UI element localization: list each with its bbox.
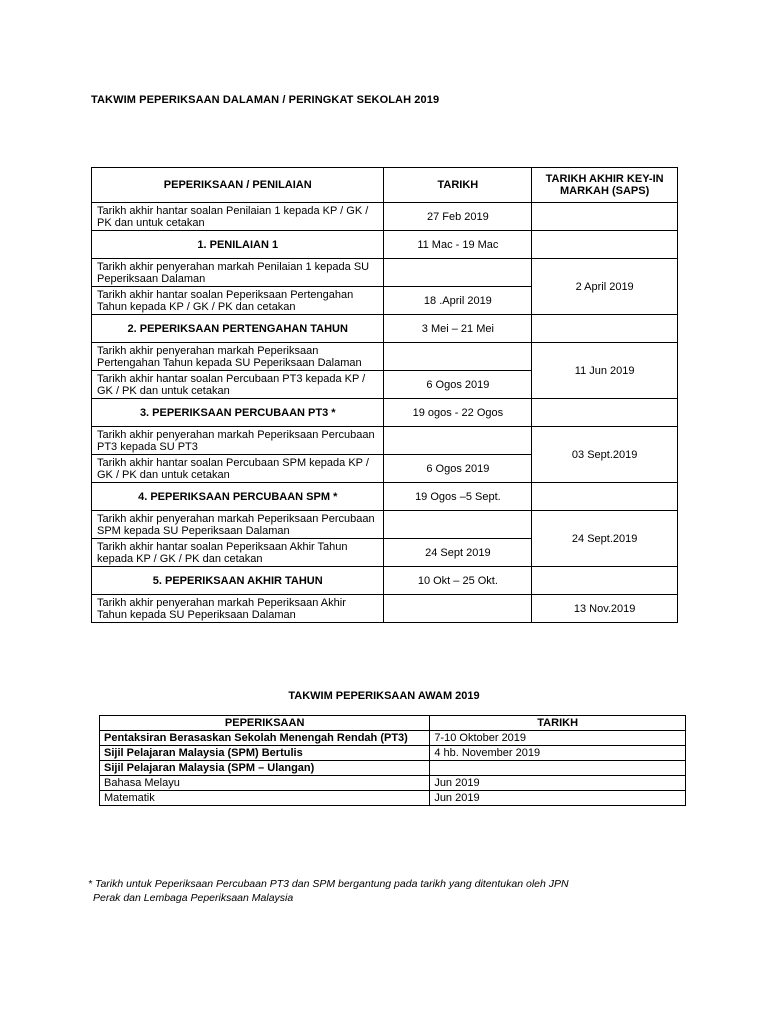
row-saps: [532, 231, 678, 259]
table-header-row: [100, 716, 686, 731]
row-description: Tarikh akhir penyerahan markah Peperiksaan Percubaan SPM kepada SU Peperiksaan Dalaman: [92, 511, 384, 539]
row-date: [384, 511, 532, 539]
footnote-line-2: Perak dan Lembaga Peperiksaan Malaysia: [93, 892, 294, 904]
public-exam-table: [99, 715, 686, 806]
table-row: [92, 511, 678, 539]
footnote-line-1: * Tarikh untuk Peperiksaan Percubaan PT3 dan SPM bergantung pada tarikh yang ditentukan oleh JPN: [88, 878, 569, 890]
table-row: [92, 231, 678, 259]
table-row: [100, 731, 686, 746]
table-row: [100, 791, 686, 806]
row-saps: [532, 483, 678, 511]
row-description: Tarikh akhir penyerahan markah Penilaian 1 kepada SU Peperiksaan Dalaman: [92, 259, 384, 287]
row-date: 11 Mac - 19 Mac: [384, 231, 532, 259]
table-row: [100, 761, 686, 776]
row-description: Tarikh akhir hantar soalan Percubaan PT3 kepada KP / GK / PK dan untuk cetakan: [92, 371, 384, 399]
row-date: 19 ogos - 22 Ogos: [384, 399, 532, 427]
row-date: Jun 2019: [430, 776, 686, 791]
row-saps: 24 Sept.2019: [532, 511, 678, 567]
header-date: TARIKH: [430, 716, 686, 731]
row-saps: 2 April 2019: [532, 259, 678, 315]
row-description: Tarikh akhir hantar soalan Peperiksaan Pertengahan Tahun kepada KP / GK / PK dan cetakan: [92, 287, 384, 315]
table-row: [92, 427, 678, 455]
table-row: [92, 315, 678, 343]
row-saps: [532, 315, 678, 343]
row-saps: [532, 567, 678, 595]
table-row: [92, 399, 678, 427]
row-description: Tarikh akhir penyerahan markah Peperiksaan Akhir Tahun kepada SU Peperiksaan Dalaman: [92, 595, 384, 623]
row-exam: Sijil Pelajaran Malaysia (SPM – Ulangan): [100, 761, 430, 776]
table-row: [92, 595, 678, 623]
row-date: 18 .April 2019: [384, 287, 532, 315]
row-exam: Sijil Pelajaran Malaysia (SPM) Bertulis: [100, 746, 430, 761]
header-saps: TARIKH AKHIR KEY-IN MARKAH (SAPS): [532, 168, 678, 203]
header-exam: PEPERIKSAAN: [100, 716, 430, 731]
row-exam: Bahasa Melayu: [100, 776, 430, 791]
row-description: 2. PEPERIKSAAN PERTENGAHAN TAHUN: [92, 315, 384, 343]
row-description: 4. PEPERIKSAAN PERCUBAAN SPM *: [92, 483, 384, 511]
row-description: Tarikh akhir penyerahan markah Peperiksaan Percubaan PT3 kepada SU PT3: [92, 427, 384, 455]
footnote: [88, 877, 569, 905]
row-date: 24 Sept 2019: [384, 539, 532, 567]
document-title: TAKWIM PEPERIKSAAN DALAMAN / PERINGKAT SEKOLAH 2019: [91, 94, 440, 106]
public-exam-title: TAKWIM PEPERIKSAAN AWAM 2019: [288, 690, 480, 702]
table-row: [100, 746, 686, 761]
row-date: 27 Feb 2019: [384, 203, 532, 231]
row-date: [384, 595, 532, 623]
row-description: Tarikh akhir penyerahan markah Peperiksaan Pertengahan Tahun kepada SU Peperiksaan Dalaman: [92, 343, 384, 371]
row-saps: [532, 203, 678, 231]
table-row: [92, 483, 678, 511]
row-date: [430, 761, 686, 776]
row-date: [384, 259, 532, 287]
row-date: 10 Okt – 25 Okt.: [384, 567, 532, 595]
row-description: 5. PEPERIKSAAN AKHIR TAHUN: [92, 567, 384, 595]
row-description: 3. PEPERIKSAAN PERCUBAAN PT3 *: [92, 399, 384, 427]
row-date: [384, 343, 532, 371]
table-header-row: [92, 168, 678, 203]
row-date: 4 hb. November 2019: [430, 746, 686, 761]
row-description: Tarikh akhir hantar soalan Percubaan SPM kepada KP / GK / PK dan untuk cetakan: [92, 455, 384, 483]
row-saps: 11 Jun 2019: [532, 343, 678, 399]
row-saps: [532, 399, 678, 427]
internal-exam-table: [91, 167, 678, 623]
row-description: Tarikh akhir hantar soalan Peperiksaan Akhir Tahun kepada KP / GK / PK dan cetakan: [92, 539, 384, 567]
row-description: Tarikh akhir hantar soalan Penilaian 1 kepada KP / GK / PK dan untuk cetakan: [92, 203, 384, 231]
row-date: [384, 427, 532, 455]
table-row: [92, 259, 678, 287]
table-row: [92, 567, 678, 595]
row-date: 6 Ogos 2019: [384, 371, 532, 399]
row-date: 3 Mei – 21 Mei: [384, 315, 532, 343]
table-row: [100, 776, 686, 791]
header-exam: PEPERIKSAAN / PENILAIAN: [92, 168, 384, 203]
row-date: 7-10 Oktober 2019: [430, 731, 686, 746]
row-exam: Pentaksiran Berasaskan Sekolah Menengah Rendah (PT3): [100, 731, 430, 746]
table-row: [92, 203, 678, 231]
row-exam: Matematik: [100, 791, 430, 806]
table-row: [92, 343, 678, 371]
row-saps: 13 Nov.2019: [532, 595, 678, 623]
row-date: Jun 2019: [430, 791, 686, 806]
row-date: 6 Ogos 2019: [384, 455, 532, 483]
row-description: 1. PENILAIAN 1: [92, 231, 384, 259]
row-saps: 03 Sept.2019: [532, 427, 678, 483]
row-date: 19 Ogos –5 Sept.: [384, 483, 532, 511]
header-date: TARIKH: [384, 168, 532, 203]
